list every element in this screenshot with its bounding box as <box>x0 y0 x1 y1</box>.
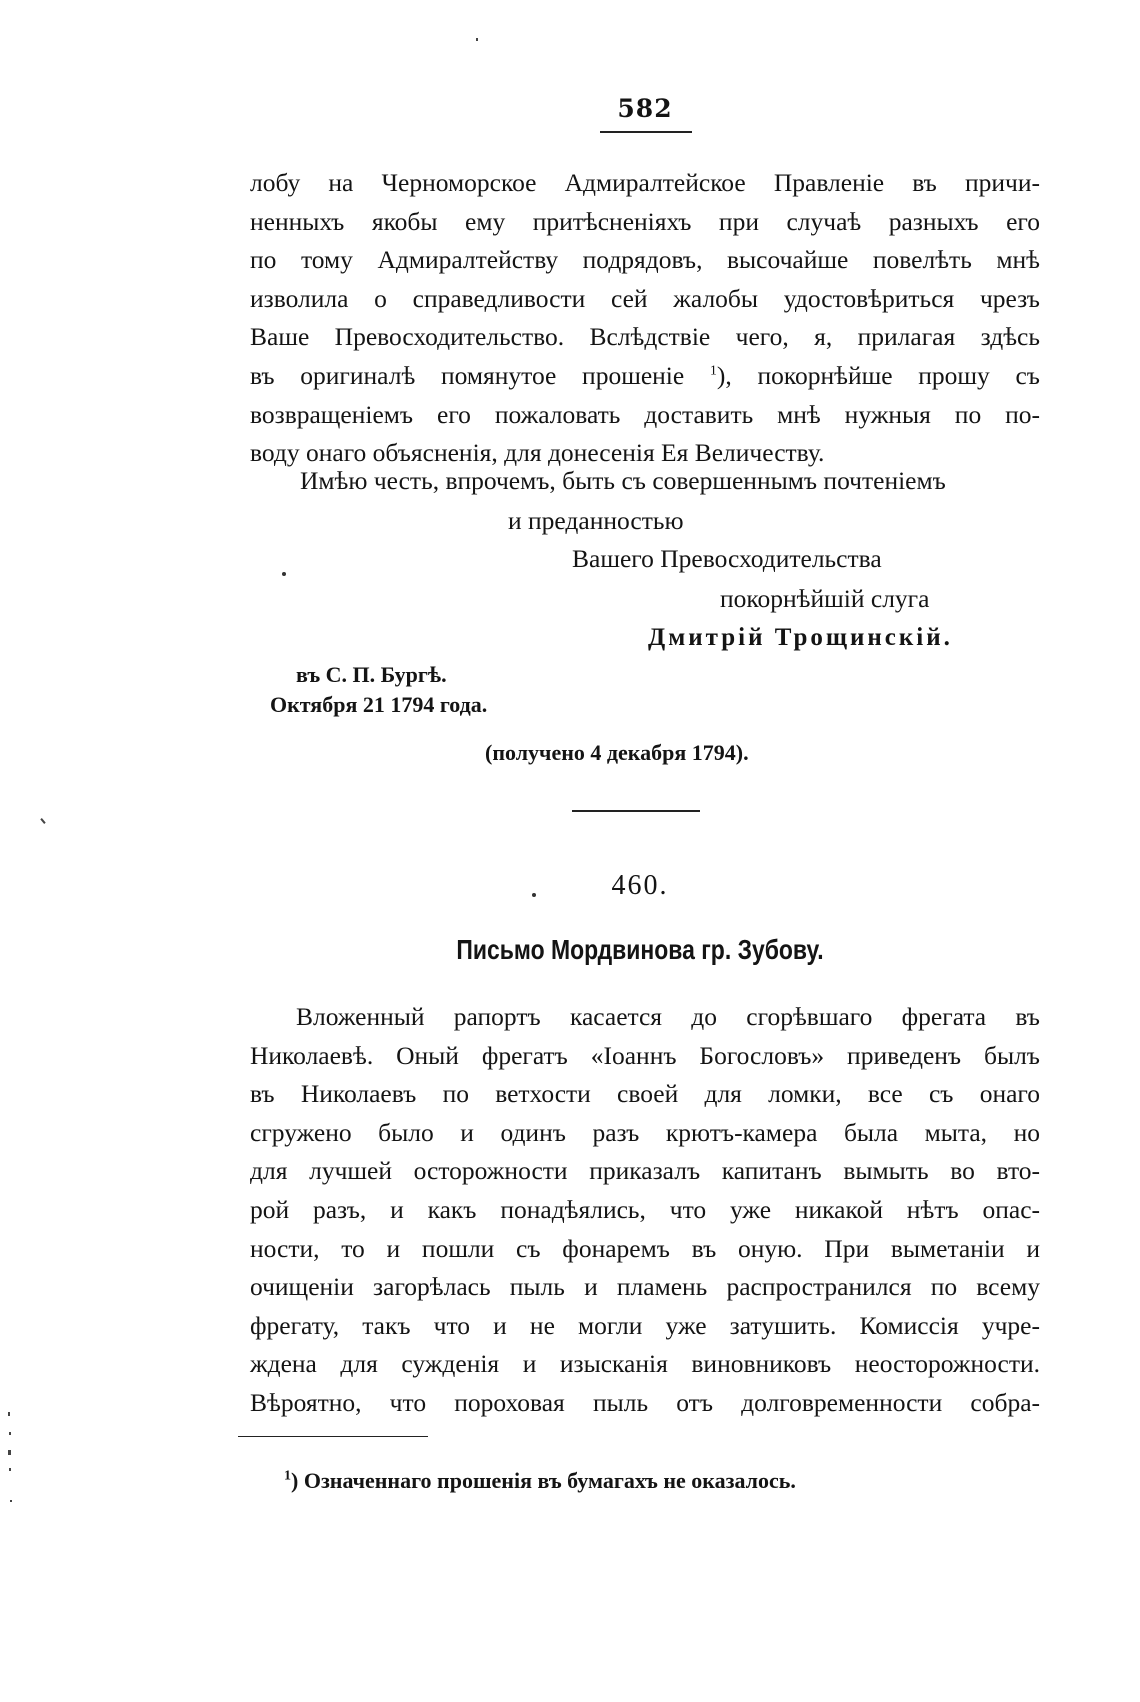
document-number: 460. <box>611 870 669 901</box>
page-number: 582 <box>617 94 673 123</box>
document-title: Письмо Мордвинова гр. Зубову. <box>456 934 824 965</box>
text-line: рой разъ, и какъ понадѣялись, что уже никакой нѣтъ опас- <box>250 1194 1040 1224</box>
text-line: ждена для сужденія и изысканія виновниковъ неосторожности. <box>250 1349 1040 1379</box>
text-line: фрегату, такъ что и не могли уже затушить. Комиссія учре- <box>250 1310 1040 1340</box>
text-line: возвращеніемъ его пожаловать доставить мнѣ нужныя по по- <box>250 399 1040 429</box>
text-line: Ваше Превосходительство. Вслѣдствіе чего, я, прилагая здѣсь <box>250 322 1040 352</box>
text-line: воду онаго объясненія, для донесенія Ея Величеству. <box>250 438 825 468</box>
page-number-rule <box>600 131 692 133</box>
place: въ С. П. Бургѣ. <box>296 662 447 687</box>
closing-salutation: Имѣю честь, впрочемъ, быть съ совершеннымъ почтеніемъ <box>300 466 946 495</box>
letter-body <box>250 998 1040 1423</box>
letter-body-continuation <box>250 164 1040 473</box>
text-line: въ Николаевъ по ветхости своей для ломки, все съ онаго <box>250 1079 1040 1109</box>
date: Октября 21 1794 года. <box>270 692 488 717</box>
footnote-mark: 1 <box>284 1468 291 1484</box>
text-line: очищеніи загорѣлась пыль и пламень распространился по всему <box>250 1272 1040 1302</box>
footnote-rule <box>238 1436 428 1437</box>
text-line: изволила о справедливости сей жалобы удостовѣриться чрезъ <box>250 283 1040 313</box>
received-note: (получено 4 декабря 1794). <box>485 740 749 765</box>
text-segment: въ оригиналѣ помянутое прошеніе <box>250 360 685 390</box>
footnote-reference: 1 <box>709 363 717 379</box>
text-line: ности, то и пошли съ фонаремъ въ оную. При выметаніи и <box>250 1233 1040 1263</box>
text-line: для лучшей осторожности приказалъ капитанъ вымыть во вто- <box>250 1156 1040 1186</box>
text-line: ненныхъ якобы ему притѣсненіяхъ при случаѣ разныхъ его <box>250 206 1040 236</box>
text-line-with-footnote <box>250 357 1040 396</box>
signature: Дмитрій Трощинскій. <box>648 624 953 651</box>
ink-dot <box>282 572 286 576</box>
scan-speck <box>9 1468 11 1471</box>
text-line: Вѣроятно, что пороховая пыль отъ долговременности собра- <box>250 1387 1040 1417</box>
text-line: Вложенный рапортъ касается до сгорѣвшаго фрегата въ <box>296 1002 1040 1031</box>
text-line: Николаевѣ. Оный фрегатъ «Іоаннъ Богословъ» приведенъ былъ <box>250 1040 1040 1070</box>
closing-address: Вашего Превосходительства <box>572 544 882 573</box>
text-segment: ), покорнѣйше прошу съ <box>716 360 1040 390</box>
footnote-text: ) Означеннаго прошенія въ бумагахъ не оказалось. <box>291 1468 796 1493</box>
footnote <box>284 1468 796 1494</box>
scan-speck <box>476 38 478 41</box>
scan-speck <box>40 818 45 824</box>
scan-speck <box>9 1432 11 1435</box>
text-line: лобу на Черноморское Адмиралтейское Правленіе въ причи- <box>250 168 1040 197</box>
scan-speck <box>8 1412 10 1416</box>
closing-devotion: и преданностью <box>508 506 684 535</box>
scan-speck <box>8 1450 11 1455</box>
text-line: по тому Адмиралтейству подрядовъ, высочайше повелѣть мнѣ <box>250 245 1040 275</box>
text-line: сгружено было и одинъ разъ крютъ-камера была мыта, но <box>250 1117 1040 1147</box>
scan-speck <box>10 1500 12 1502</box>
section-separator <box>572 810 700 812</box>
closing-servant: покорнѣйшій слуга <box>720 584 930 613</box>
ink-dot <box>532 893 536 897</box>
